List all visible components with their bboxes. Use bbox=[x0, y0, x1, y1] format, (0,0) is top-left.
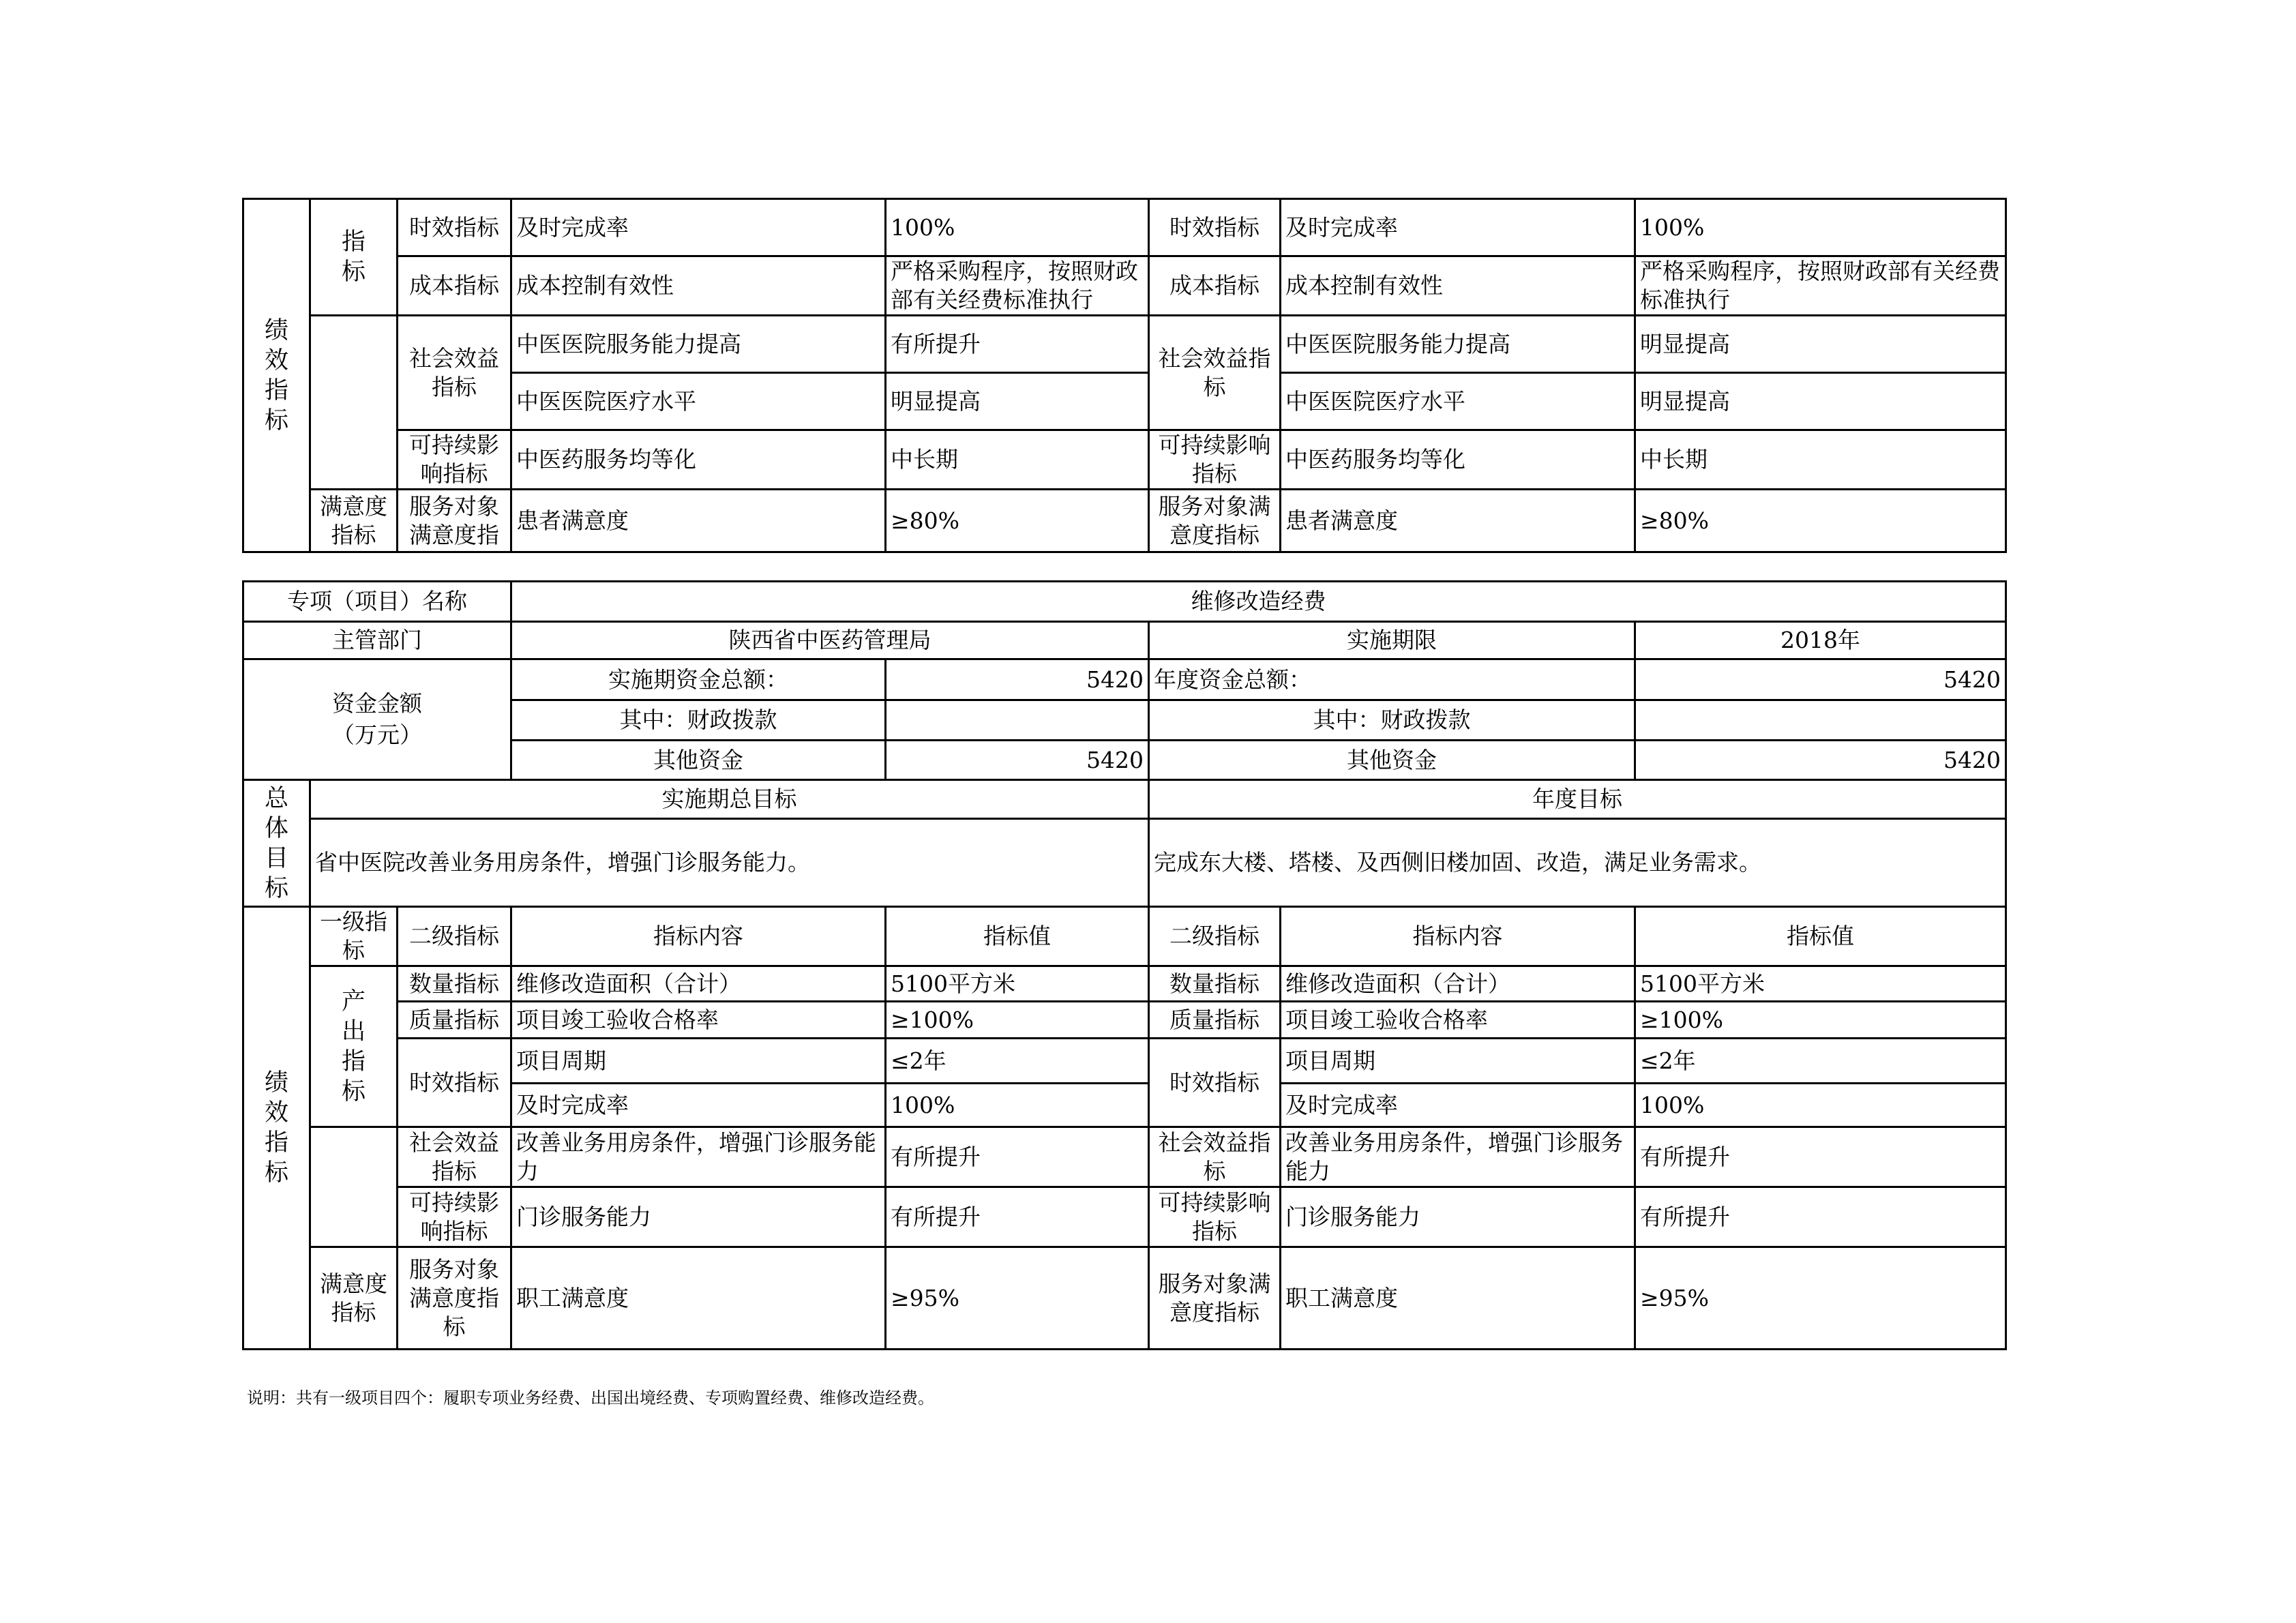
second-level-cell: 服务对象满意度指标 bbox=[1149, 490, 1281, 552]
content-cell: 项目竣工验收合格率 bbox=[511, 1002, 886, 1039]
value-cell: 100% bbox=[886, 1084, 1149, 1127]
first-level-label-cell: 指标 bbox=[310, 199, 398, 316]
content-cell: 改善业务用房条件，增强门诊服务能力 bbox=[1281, 1127, 1635, 1187]
content-cell: 门诊服务能力 bbox=[511, 1187, 886, 1247]
second-level-cell: 社会效益指标 bbox=[398, 1127, 511, 1187]
value-cell: ≤2年 bbox=[1635, 1039, 2006, 1084]
value-cell: 有所提升 bbox=[886, 1187, 1149, 1247]
value-cell: ≥80% bbox=[886, 490, 1149, 552]
value-cell: ≥80% bbox=[1635, 490, 2006, 552]
performance-table-2 bbox=[242, 580, 2007, 1350]
fund-row-label: 其他资金 bbox=[1149, 741, 1635, 780]
fund-row-label: 其中：财政拨款 bbox=[511, 700, 886, 741]
dept-label: 主管部门 bbox=[243, 622, 511, 659]
content-cell: 中医药服务均等化 bbox=[511, 430, 886, 490]
value-cell: 5100平方米 bbox=[886, 966, 1149, 1002]
perf-label-cell: 绩效指标 bbox=[243, 907, 310, 1350]
period-label: 实施期限 bbox=[1149, 622, 1635, 659]
second-level-cell: 可持续影响指标 bbox=[1149, 430, 1281, 490]
content-cell: 及时完成率 bbox=[511, 1084, 886, 1127]
content-cell: 维修改造面积（合计） bbox=[511, 966, 886, 1002]
goal-period-text: 省中医院改善业务用房条件，增强门诊服务能力。 bbox=[310, 819, 1149, 907]
goal-year-header: 年度目标 bbox=[1149, 780, 2006, 819]
first-level-empty-cell bbox=[310, 316, 398, 490]
content-cell: 成本控制有效性 bbox=[511, 256, 886, 316]
header-first-level: 一级指标 bbox=[310, 907, 398, 966]
content-cell: 及时完成率 bbox=[1281, 1084, 1635, 1127]
second-level-cell: 服务对象满意度指 bbox=[398, 490, 511, 552]
second-level-cell: 成本指标 bbox=[398, 256, 511, 316]
content-cell: 患者满意度 bbox=[511, 490, 886, 552]
first-level-empty-cell bbox=[310, 1127, 398, 1247]
footnote: 说明：共有一级项目四个：履职专项业务经费、出国出境经费、专项购置经费、维修改造经费。 bbox=[247, 1388, 934, 1408]
performance-table-1 bbox=[242, 198, 2007, 553]
second-level-cell: 质量指标 bbox=[1149, 1002, 1281, 1039]
value-cell: 严格采购程序，按照财政部有关经费标准执行 bbox=[1635, 256, 2006, 316]
value-cell: ≥100% bbox=[886, 1002, 1149, 1039]
content-cell: 及时完成率 bbox=[1281, 199, 1635, 256]
fund-row-value bbox=[1635, 700, 2006, 741]
content-cell: 维修改造面积（合计） bbox=[1281, 966, 1635, 1002]
second-level-cell: 数量指标 bbox=[398, 966, 511, 1002]
content-cell: 职工满意度 bbox=[511, 1247, 886, 1350]
content-cell: 项目周期 bbox=[1281, 1039, 1635, 1084]
goal-period-header: 实施期总目标 bbox=[310, 780, 1149, 819]
content-cell: 改善业务用房条件，增强门诊服务能力 bbox=[511, 1127, 886, 1187]
fund-row-label: 其他资金 bbox=[511, 741, 886, 780]
value-cell: 100% bbox=[1635, 199, 2006, 256]
second-level-cell: 可持续影响指标 bbox=[398, 1187, 511, 1247]
header-value: 指标值 bbox=[1635, 907, 2006, 966]
value-cell: 有所提升 bbox=[886, 316, 1149, 373]
fund-label: 资金金额（万元） bbox=[243, 659, 511, 780]
value-cell: ≥100% bbox=[1635, 1002, 2006, 1039]
second-level-cell: 时效指标 bbox=[1149, 199, 1281, 256]
header-content: 指标内容 bbox=[1281, 907, 1635, 966]
header-value: 指标值 bbox=[886, 907, 1149, 966]
second-level-cell: 服务对象满意度指标 bbox=[398, 1247, 511, 1350]
second-level-cell: 社会效益指标 bbox=[1149, 316, 1281, 430]
value-cell: ≤2年 bbox=[886, 1039, 1149, 1084]
second-level-cell: 可持续影响指标 bbox=[1149, 1187, 1281, 1247]
value-cell: 5100平方米 bbox=[1635, 966, 2006, 1002]
second-level-cell: 社会效益指标 bbox=[398, 316, 511, 430]
value-cell: ≥95% bbox=[1635, 1247, 2006, 1350]
fund-row-label: 年度资金总额： bbox=[1149, 659, 1635, 700]
second-level-cell: 社会效益指标 bbox=[1149, 1127, 1281, 1187]
fund-row-label: 其中：财政拨款 bbox=[1149, 700, 1635, 741]
value-cell: 有所提升 bbox=[886, 1127, 1149, 1187]
fund-row-label: 实施期资金总额： bbox=[511, 659, 886, 700]
value-cell: ≥95% bbox=[886, 1247, 1149, 1350]
value-cell: 明显提高 bbox=[1635, 316, 2006, 373]
second-level-cell: 服务对象满意度指标 bbox=[1149, 1247, 1281, 1350]
content-cell: 门诊服务能力 bbox=[1281, 1187, 1635, 1247]
project-name-label: 专项（项目）名称 bbox=[243, 582, 511, 622]
dept-value: 陕西省中医药管理局 bbox=[511, 622, 1149, 659]
content-cell: 中医医院服务能力提高 bbox=[511, 316, 886, 373]
second-level-cell: 时效指标 bbox=[398, 199, 511, 256]
fund-row-value: 5420 bbox=[1635, 741, 2006, 780]
content-cell: 中医医院医疗水平 bbox=[1281, 373, 1635, 430]
second-level-cell: 数量指标 bbox=[1149, 966, 1281, 1002]
fund-row-value: 5420 bbox=[1635, 659, 2006, 700]
content-cell: 中医医院医疗水平 bbox=[511, 373, 886, 430]
output-label: 产出指标 bbox=[310, 966, 398, 1127]
first-level-cell: 满意度指标 bbox=[310, 1247, 398, 1350]
second-level-cell: 成本指标 bbox=[1149, 256, 1281, 316]
second-level-cell: 时效指标 bbox=[398, 1039, 511, 1127]
content-cell: 中医药服务均等化 bbox=[1281, 430, 1635, 490]
value-cell: 中长期 bbox=[886, 430, 1149, 490]
second-level-cell: 时效指标 bbox=[1149, 1039, 1281, 1127]
value-cell: 100% bbox=[1635, 1084, 2006, 1127]
second-level-cell: 质量指标 bbox=[398, 1002, 511, 1039]
first-level-cell: 满意度指标 bbox=[310, 490, 398, 552]
content-cell: 职工满意度 bbox=[1281, 1247, 1635, 1350]
perf-label-cell: 绩效指标 bbox=[243, 199, 310, 552]
second-level-cell: 可持续影响指标 bbox=[398, 430, 511, 490]
header-content: 指标内容 bbox=[511, 907, 886, 966]
value-cell: 严格采购程序，按照财政部有关经费标准执行 bbox=[886, 256, 1149, 316]
header-second-level: 二级指标 bbox=[398, 907, 511, 966]
value-cell: 中长期 bbox=[1635, 430, 2006, 490]
value-cell: 明显提高 bbox=[1635, 373, 2006, 430]
fund-row-value: 5420 bbox=[886, 659, 1149, 700]
content-cell: 项目竣工验收合格率 bbox=[1281, 1002, 1635, 1039]
value-cell: 有所提升 bbox=[1635, 1187, 2006, 1247]
header-second-level: 二级指标 bbox=[1149, 907, 1281, 966]
period-value: 2018年 bbox=[1635, 622, 2006, 659]
content-cell: 中医医院服务能力提高 bbox=[1281, 316, 1635, 373]
goal-label: 总体目标 bbox=[243, 780, 310, 907]
goal-year-text: 完成东大楼、塔楼、及西侧旧楼加固、改造，满足业务需求。 bbox=[1149, 819, 2006, 907]
project-name-value: 维修改造经费 bbox=[511, 582, 2006, 622]
value-cell: 有所提升 bbox=[1635, 1127, 2006, 1187]
fund-row-value bbox=[886, 700, 1149, 741]
content-cell: 及时完成率 bbox=[511, 199, 886, 256]
fund-row-value: 5420 bbox=[886, 741, 1149, 780]
content-cell: 成本控制有效性 bbox=[1281, 256, 1635, 316]
content-cell: 患者满意度 bbox=[1281, 490, 1635, 552]
value-cell: 明显提高 bbox=[886, 373, 1149, 430]
content-cell: 项目周期 bbox=[511, 1039, 886, 1084]
value-cell: 100% bbox=[886, 199, 1149, 256]
